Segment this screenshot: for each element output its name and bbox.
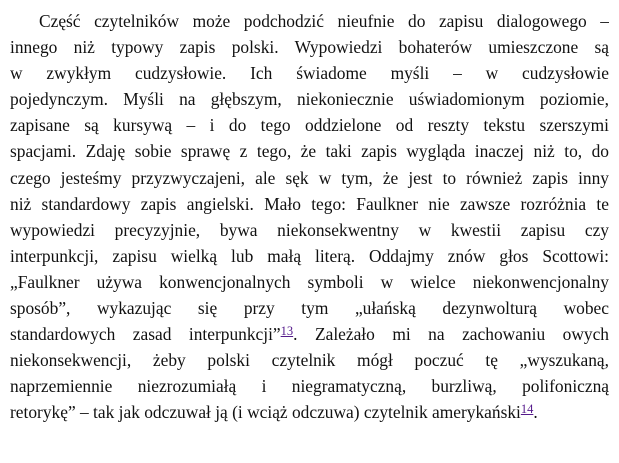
text-segment: czego jesteśmy przyzwyczajeni, ale sęk w tym, że jest to również zapis inny — [10, 167, 609, 188]
footnote-link-13[interactable]: 13 — [280, 324, 294, 339]
text-line-4 — [10, 86, 609, 112]
text-segment: niż standardowy zapis angielski. Mało tego: Faulkner nie zawsze rozróżnia te — [10, 193, 609, 214]
text-segment: naprzemiennie niezrozumiałą i niegramatyczną, burzliwą, polifoniczną — [10, 376, 609, 397]
footnote-link-14[interactable]: 14 — [520, 402, 534, 417]
text-line-7 — [10, 165, 609, 191]
text-segment: sposób”, wykazując się przy tym „ułańską dezynwolturą wobec — [10, 298, 609, 319]
text-line-10 — [10, 243, 609, 269]
text-segment: w zwykłym cudzysłowie. Ich świadome myśli – w cudzysłowie — [10, 63, 609, 84]
text-segment: spacjami. Zdaję sobie sprawę z tego, że taki zapis wygląda inaczej niż to, do — [10, 141, 609, 162]
text-segment: Część czytelników może podchodzić nieufnie do zapisu dialogowego – — [39, 11, 609, 31]
text-line-16 — [10, 399, 609, 425]
text-line-8 — [10, 191, 609, 217]
text-segment: retorykę” – tak jak odczuwał ją (i wciąż odczuwa) czytelnik amerykański — [10, 402, 521, 423]
text-segment: niekonsekwencji, żeby polski czytelnik mógł poczuć tę „wyszukaną, — [10, 350, 609, 371]
text-segment: wypowiedzi precyzyjnie, bywa niekonsekwentny w kwestii zapisu czy — [10, 219, 609, 240]
text-segment: zapisane są kursywą – i do tego oddzielone od reszty tekstu szerszymi — [10, 115, 609, 136]
document-paragraph — [10, 8, 609, 426]
text-line-14 — [10, 347, 609, 373]
text-line-11 — [10, 269, 609, 295]
text-line-12 — [10, 295, 609, 321]
text-segment: innego niż typowy zapis polski. Wypowiedzi bohaterów umieszczone są — [10, 37, 609, 58]
text-line-2 — [10, 34, 609, 60]
text-line-15 — [10, 373, 609, 399]
text-segment: pojedynczym. Myśli na głębszym, niekoniecznie uświadomionym poziomie, — [10, 89, 609, 110]
text-line-6 — [10, 138, 609, 164]
text-line-3 — [10, 60, 609, 86]
text-line-13 — [10, 321, 609, 347]
text-line-9 — [10, 217, 609, 243]
text-segment: „Faulkner używa konwencjonalnych symboli w wielce niekonwencjonalny — [10, 271, 609, 292]
text-segment: . Zależało mi na zachowaniu owych — [293, 324, 609, 345]
text-segment: standardowych zasad interpunkcji” — [10, 324, 281, 345]
text-line-5 — [10, 112, 609, 138]
text-segment: interpunkcji, zapisu wielką lub małą literą. Oddajmy znów głos Scottowi: — [10, 245, 609, 266]
text-line-1 — [10, 8, 609, 34]
text-segment: . — [533, 402, 538, 423]
